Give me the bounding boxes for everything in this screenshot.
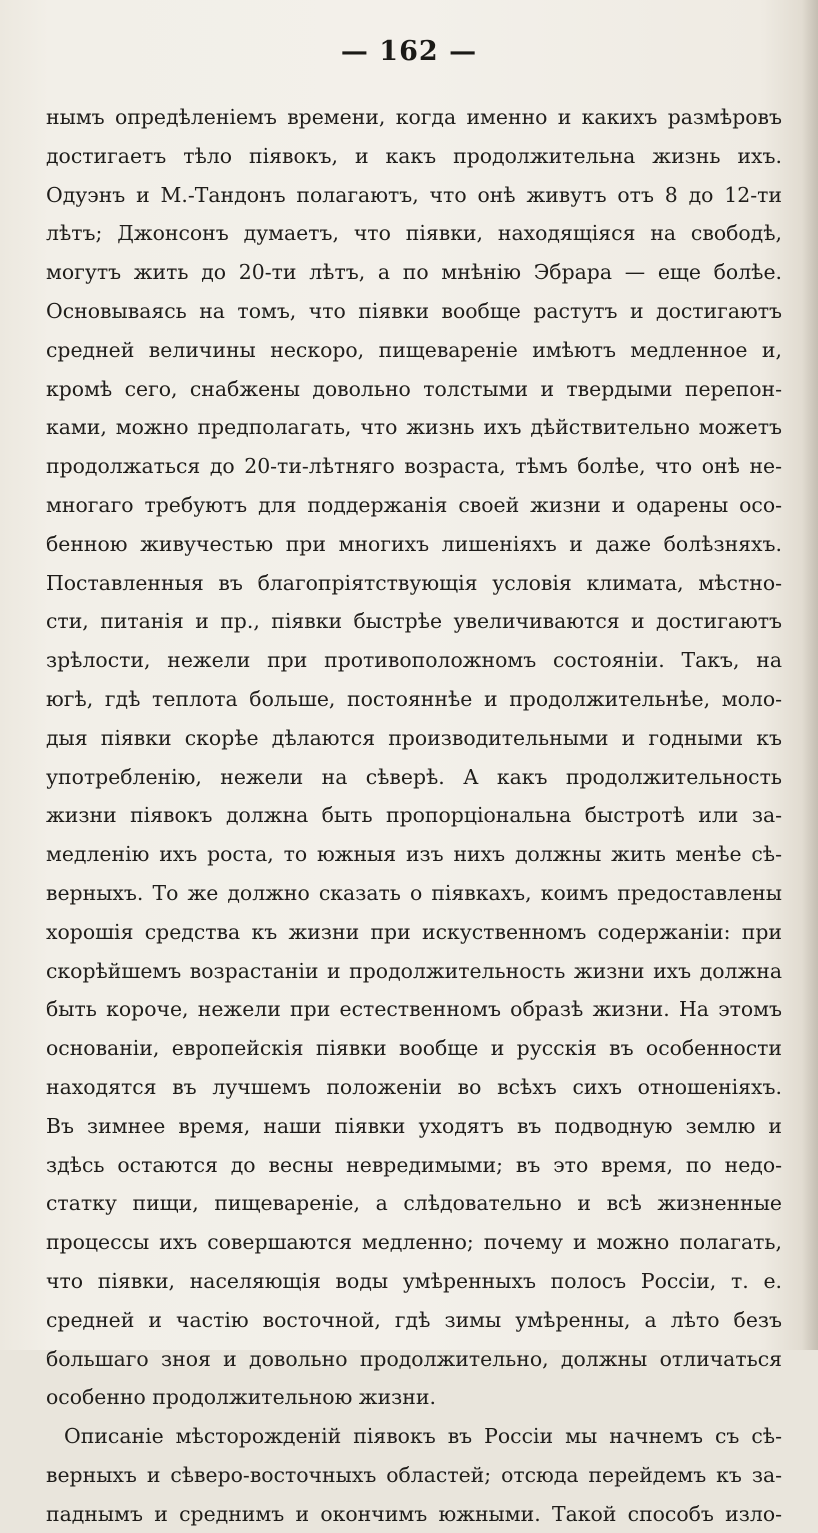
text-line: находятся въ лучшемъ положеніи во всѣхъ сихъ отношеніяхъ. xyxy=(46,1074,782,1099)
text-line: югѣ, гдѣ теплота больше, постояннѣе и продолжительнѣе, моло- xyxy=(46,686,782,711)
text-line: Одуэнъ и М.-Тандонъ полагаютъ, что онѣ живутъ отъ 8 до 12-ти xyxy=(46,182,782,207)
page-edge-shadow xyxy=(802,0,818,1350)
text-line: ками, можно предполагать, что жизнь ихъ дѣйствительно можетъ xyxy=(46,415,782,440)
text-line: Основываясь на томъ, что піявки вообще растутъ и достигаютъ xyxy=(46,298,782,323)
text-line: достигаетъ тѣло піявокъ, и какъ продолжительна жизнь ихъ. xyxy=(46,143,782,168)
page-number: — 162 — xyxy=(340,36,478,67)
text-line: Поставленныя въ благопріятствующія условія климата, мѣстно- xyxy=(46,570,782,595)
text-body xyxy=(46,98,782,1533)
text-line: лѣтъ; Джонсонъ думаетъ, что піявки, находящіяся на свободѣ, xyxy=(46,221,782,246)
text-line: бенною живучестью при многихъ лишеніяхъ и даже болѣзняхъ. xyxy=(46,531,782,556)
text-line: употребленію, нежели на сѣверѣ. А какъ продолжительность xyxy=(46,764,782,789)
text-line: зрѣлости, нежели при противоположномъ состояніи. Такъ, на xyxy=(46,648,782,673)
text-line-paragraph-end: особенно продолжительною жизни. xyxy=(46,1385,436,1410)
text-line: многаго требуютъ для поддержанія своей жизни и одарены осо- xyxy=(46,492,782,517)
text-line: жизни піявокъ должна быть пропорціональна быстротѣ или за- xyxy=(46,803,782,828)
text-line: процессы ихъ совершаются медленно; почему и можно полагать, xyxy=(46,1230,782,1255)
text-line: сти, питанія и пр., піявки быстрѣе увеличиваются и достигаютъ xyxy=(46,609,782,634)
text-line: что піявки, населяющія воды умѣренныхъ полосъ Россіи, т. е. xyxy=(46,1268,782,1293)
text-line: основаніи, европейскія піявки вообще и русскія въ особенности xyxy=(46,1036,782,1061)
text-line: скорѣйшемъ возрастаніи и продолжительность жизни ихъ должна xyxy=(46,958,782,983)
text-line: средней величины нескоро, пищевареніе имѣютъ медленное и, xyxy=(46,337,782,362)
text-line: хорошія средства къ жизни при искуственномъ содержаніи: при xyxy=(46,919,782,944)
text-line: нымъ опредѣленіемъ времени, когда именно и какихъ размѣровъ xyxy=(46,105,782,129)
text-line: могутъ жить до 20-ти лѣтъ, а по мнѣнію Эбрара — еще болѣе. xyxy=(46,260,782,285)
text-line: Въ зимнее время, наши піявки уходятъ въ подводную землю и xyxy=(46,1113,782,1138)
text-line: дыя піявки скорѣе дѣлаются производительными и годными къ xyxy=(46,725,782,750)
text-line: медленію ихъ роста, то южныя изъ нихъ должны жить менѣе сѣ- xyxy=(46,842,782,867)
text-line: продолжаться до 20-ти-лѣтняго возраста, тѣмъ болѣе, что онѣ не- xyxy=(46,454,782,479)
text-line: верныхъ. То же должно сказать о піявкахъ, коимъ предоставлены xyxy=(46,880,782,905)
text-line: здѣсь остаются до весны невредимыми; въ это время, по недо- xyxy=(46,1152,782,1177)
text-line: средней и частію восточной, гдѣ зимы умѣренны, а лѣто безъ xyxy=(46,1307,782,1332)
text-line-paragraph-start: Описаніе мѣсторожденій піявокъ въ Россіи мы начнемъ съ сѣ- xyxy=(64,1424,782,1449)
text-line: паднымъ и среднимъ и окончимъ южными. Такой способъ изло- xyxy=(46,1501,782,1526)
text-line: верныхъ и сѣверо-восточныхъ областей; отсюда перейдемъ къ за- xyxy=(46,1462,782,1487)
text-line: большаго зноя и довольно продолжительно, должны отличаться xyxy=(46,1346,782,1371)
text-line: кромѣ сего, снабжены довольно толстыми и твердыми перепон- xyxy=(46,376,782,401)
text-line: статку пищи, пищевареніе, а слѣдовательно и всѣ жизненные xyxy=(46,1191,782,1216)
text-line: быть короче, нежели при естественномъ образѣ жизни. На этомъ xyxy=(46,997,782,1022)
